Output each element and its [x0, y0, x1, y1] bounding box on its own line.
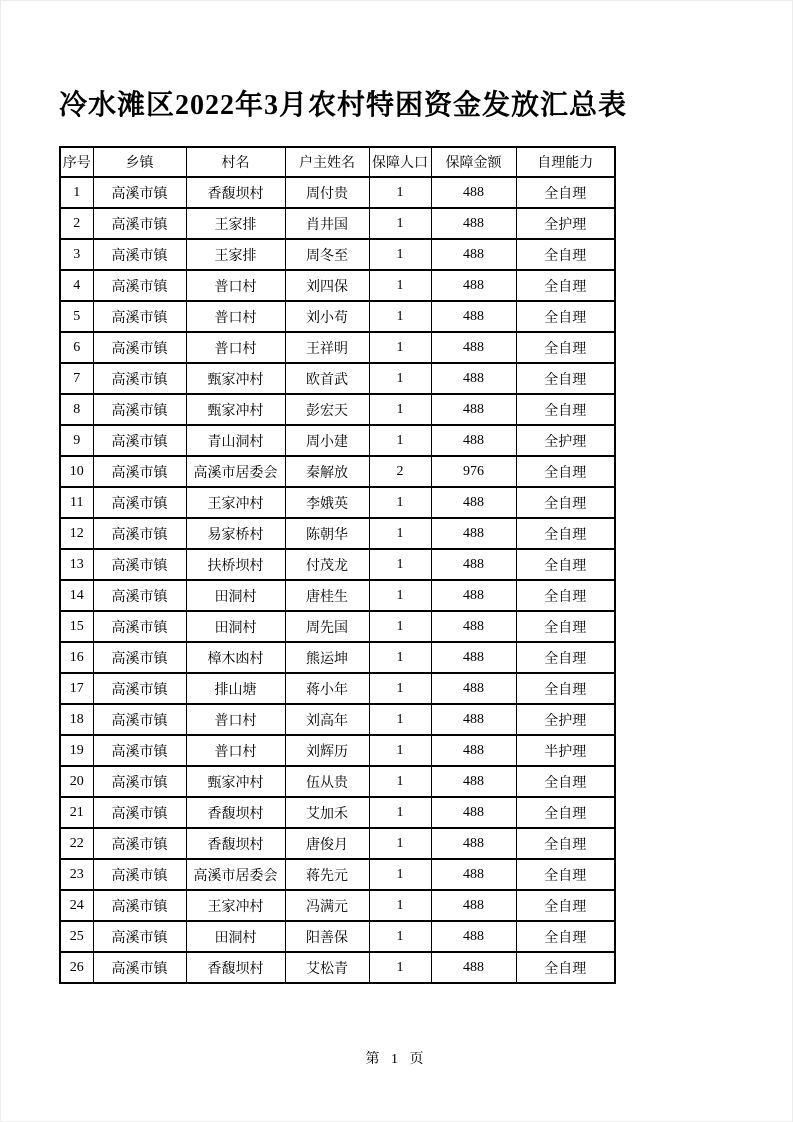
cell-covered-population: 1	[369, 301, 431, 332]
cell-subsidy-amount: 488	[431, 549, 516, 580]
cell-householder-name: 刘辉历	[285, 735, 369, 766]
cell-householder-name: 周小建	[285, 425, 369, 456]
cell-self-care-ability: 全自理	[516, 673, 615, 704]
cell-township: 高溪市镇	[93, 921, 186, 952]
cell-township: 高溪市镇	[93, 766, 186, 797]
cell-householder-name: 周冬至	[285, 239, 369, 270]
cell-subsidy-amount: 488	[431, 611, 516, 642]
cell-covered-population: 1	[369, 704, 431, 735]
cell-subsidy-amount: 976	[431, 456, 516, 487]
cell-covered-population: 1	[369, 487, 431, 518]
table-row	[60, 580, 615, 611]
cell-village-name: 排山塘	[186, 673, 285, 704]
cell-subsidy-amount: 488	[431, 890, 516, 921]
table-row	[60, 301, 615, 332]
header-self-care-ability: 自理能力	[516, 147, 615, 177]
cell-self-care-ability: 全自理	[516, 580, 615, 611]
cell-village-name: 香馥坝村	[186, 797, 285, 828]
cell-serial-number: 20	[60, 766, 93, 797]
cell-township: 高溪市镇	[93, 425, 186, 456]
cell-householder-name: 刘小苟	[285, 301, 369, 332]
table-row	[60, 766, 615, 797]
table-row	[60, 828, 615, 859]
cell-subsidy-amount: 488	[431, 518, 516, 549]
cell-covered-population: 1	[369, 363, 431, 394]
cell-township: 高溪市镇	[93, 859, 186, 890]
header-township: 乡镇	[93, 147, 186, 177]
table-row	[60, 394, 615, 425]
cell-covered-population: 1	[369, 766, 431, 797]
cell-covered-population: 1	[369, 642, 431, 673]
header-serial-number: 序号	[60, 147, 93, 177]
cell-covered-population: 1	[369, 425, 431, 456]
cell-self-care-ability: 全护理	[516, 704, 615, 735]
table-row	[60, 890, 615, 921]
cell-township: 高溪市镇	[93, 487, 186, 518]
cell-householder-name: 唐桂生	[285, 580, 369, 611]
cell-village-name: 甄家冲村	[186, 394, 285, 425]
cell-serial-number: 21	[60, 797, 93, 828]
cell-self-care-ability: 全自理	[516, 332, 615, 363]
cell-village-name: 王家排	[186, 239, 285, 270]
cell-householder-name: 刘四保	[285, 270, 369, 301]
cell-serial-number: 5	[60, 301, 93, 332]
cell-township: 高溪市镇	[93, 177, 186, 208]
cell-subsidy-amount: 488	[431, 766, 516, 797]
cell-village-name: 王家排	[186, 208, 285, 239]
cell-self-care-ability: 全自理	[516, 177, 615, 208]
cell-self-care-ability: 半护理	[516, 735, 615, 766]
cell-village-name: 田洞村	[186, 611, 285, 642]
table-row	[60, 456, 615, 487]
cell-village-name: 普口村	[186, 270, 285, 301]
table-row	[60, 363, 615, 394]
cell-covered-population: 1	[369, 239, 431, 270]
cell-township: 高溪市镇	[93, 797, 186, 828]
table-row	[60, 487, 615, 518]
cell-subsidy-amount: 488	[431, 642, 516, 673]
cell-serial-number: 24	[60, 890, 93, 921]
cell-village-name: 香馥坝村	[186, 952, 285, 983]
cell-covered-population: 1	[369, 797, 431, 828]
cell-village-name: 樟木凼村	[186, 642, 285, 673]
cell-township: 高溪市镇	[93, 363, 186, 394]
cell-serial-number: 19	[60, 735, 93, 766]
table-header	[60, 147, 615, 177]
header-row	[60, 147, 615, 177]
cell-householder-name: 肖井国	[285, 208, 369, 239]
table-row	[60, 673, 615, 704]
cell-township: 高溪市镇	[93, 549, 186, 580]
cell-village-name: 香馥坝村	[186, 177, 285, 208]
cell-township: 高溪市镇	[93, 239, 186, 270]
cell-subsidy-amount: 488	[431, 177, 516, 208]
cell-village-name: 普口村	[186, 332, 285, 363]
cell-householder-name: 伍从贵	[285, 766, 369, 797]
cell-self-care-ability: 全自理	[516, 549, 615, 580]
cell-covered-population: 1	[369, 549, 431, 580]
cell-serial-number: 10	[60, 456, 93, 487]
cell-serial-number: 9	[60, 425, 93, 456]
cell-householder-name: 艾松青	[285, 952, 369, 983]
cell-householder-name: 刘高年	[285, 704, 369, 735]
cell-self-care-ability: 全护理	[516, 425, 615, 456]
cell-serial-number: 13	[60, 549, 93, 580]
cell-serial-number: 2	[60, 208, 93, 239]
cell-township: 高溪市镇	[93, 394, 186, 425]
cell-covered-population: 1	[369, 921, 431, 952]
cell-covered-population: 1	[369, 890, 431, 921]
table-row	[60, 735, 615, 766]
page-number: 第 1 页	[365, 1052, 428, 1067]
cell-village-name: 高溪市居委会	[186, 456, 285, 487]
cell-householder-name: 蒋先元	[285, 859, 369, 890]
cell-householder-name: 王祥明	[285, 332, 369, 363]
cell-village-name: 甄家冲村	[186, 766, 285, 797]
cell-serial-number: 17	[60, 673, 93, 704]
table-row	[60, 797, 615, 828]
cell-subsidy-amount: 488	[431, 208, 516, 239]
cell-covered-population: 1	[369, 580, 431, 611]
cell-village-name: 王家冲村	[186, 890, 285, 921]
cell-subsidy-amount: 488	[431, 332, 516, 363]
table-row	[60, 425, 615, 456]
cell-subsidy-amount: 488	[431, 673, 516, 704]
cell-village-name: 普口村	[186, 704, 285, 735]
cell-self-care-ability: 全自理	[516, 487, 615, 518]
cell-serial-number: 4	[60, 270, 93, 301]
cell-township: 高溪市镇	[93, 518, 186, 549]
cell-householder-name: 冯满元	[285, 890, 369, 921]
table-row	[60, 332, 615, 363]
table-body	[60, 177, 615, 983]
table-row	[60, 177, 615, 208]
cell-township: 高溪市镇	[93, 332, 186, 363]
cell-self-care-ability: 全自理	[516, 611, 615, 642]
cell-subsidy-amount: 488	[431, 797, 516, 828]
cell-township: 高溪市镇	[93, 642, 186, 673]
cell-township: 高溪市镇	[93, 456, 186, 487]
cell-subsidy-amount: 488	[431, 239, 516, 270]
cell-village-name: 高溪市居委会	[186, 859, 285, 890]
cell-serial-number: 26	[60, 952, 93, 983]
cell-subsidy-amount: 488	[431, 921, 516, 952]
table-row	[60, 952, 615, 983]
table-row	[60, 270, 615, 301]
cell-subsidy-amount: 488	[431, 952, 516, 983]
cell-village-name: 香馥坝村	[186, 828, 285, 859]
cell-covered-population: 1	[369, 828, 431, 859]
cell-township: 高溪市镇	[93, 270, 186, 301]
cell-serial-number: 7	[60, 363, 93, 394]
cell-self-care-ability: 全自理	[516, 797, 615, 828]
cell-self-care-ability: 全自理	[516, 642, 615, 673]
cell-householder-name: 唐俊月	[285, 828, 369, 859]
cell-self-care-ability: 全自理	[516, 270, 615, 301]
cell-covered-population: 1	[369, 611, 431, 642]
cell-householder-name: 秦解放	[285, 456, 369, 487]
table-row	[60, 704, 615, 735]
cell-subsidy-amount: 488	[431, 859, 516, 890]
cell-township: 高溪市镇	[93, 735, 186, 766]
cell-subsidy-amount: 488	[431, 270, 516, 301]
cell-householder-name: 付茂龙	[285, 549, 369, 580]
table-row	[60, 208, 615, 239]
cell-subsidy-amount: 488	[431, 487, 516, 518]
cell-self-care-ability: 全护理	[516, 208, 615, 239]
cell-covered-population: 1	[369, 177, 431, 208]
cell-township: 高溪市镇	[93, 952, 186, 983]
cell-township: 高溪市镇	[93, 611, 186, 642]
cell-township: 高溪市镇	[93, 828, 186, 859]
cell-village-name: 甄家冲村	[186, 363, 285, 394]
table-row	[60, 859, 615, 890]
cell-covered-population: 1	[369, 952, 431, 983]
cell-householder-name: 蒋小年	[285, 673, 369, 704]
cell-self-care-ability: 全自理	[516, 518, 615, 549]
cell-village-name: 青山洞村	[186, 425, 285, 456]
table-row	[60, 518, 615, 549]
cell-self-care-ability: 全自理	[516, 890, 615, 921]
cell-township: 高溪市镇	[93, 580, 186, 611]
cell-householder-name: 周先国	[285, 611, 369, 642]
cell-township: 高溪市镇	[93, 704, 186, 735]
cell-village-name: 易家桥村	[186, 518, 285, 549]
cell-householder-name: 阳善保	[285, 921, 369, 952]
cell-covered-population: 1	[369, 673, 431, 704]
cell-village-name: 田洞村	[186, 580, 285, 611]
cell-subsidy-amount: 488	[431, 394, 516, 425]
cell-subsidy-amount: 488	[431, 704, 516, 735]
cell-township: 高溪市镇	[93, 208, 186, 239]
cell-covered-population: 1	[369, 859, 431, 890]
table-row	[60, 642, 615, 673]
cell-township: 高溪市镇	[93, 890, 186, 921]
cell-village-name: 普口村	[186, 735, 285, 766]
cell-serial-number: 25	[60, 921, 93, 952]
cell-self-care-ability: 全自理	[516, 456, 615, 487]
cell-self-care-ability: 全自理	[516, 301, 615, 332]
cell-serial-number: 22	[60, 828, 93, 859]
cell-self-care-ability: 全自理	[516, 394, 615, 425]
cell-village-name: 普口村	[186, 301, 285, 332]
header-covered-population: 保障人口	[369, 147, 431, 177]
cell-covered-population: 1	[369, 518, 431, 549]
cell-serial-number: 15	[60, 611, 93, 642]
cell-covered-population: 2	[369, 456, 431, 487]
cell-township: 高溪市镇	[93, 301, 186, 332]
cell-self-care-ability: 全自理	[516, 921, 615, 952]
summary-table	[59, 146, 616, 984]
cell-serial-number: 1	[60, 177, 93, 208]
cell-serial-number: 16	[60, 642, 93, 673]
cell-householder-name: 李娥英	[285, 487, 369, 518]
cell-self-care-ability: 全自理	[516, 952, 615, 983]
cell-self-care-ability: 全自理	[516, 239, 615, 270]
cell-serial-number: 18	[60, 704, 93, 735]
cell-subsidy-amount: 488	[431, 301, 516, 332]
cell-serial-number: 8	[60, 394, 93, 425]
cell-covered-population: 1	[369, 735, 431, 766]
page-title: 冷水滩区2022年3月农村特困资金发放汇总表	[59, 90, 628, 121]
cell-subsidy-amount: 488	[431, 828, 516, 859]
cell-householder-name: 熊运坤	[285, 642, 369, 673]
table-row	[60, 611, 615, 642]
cell-subsidy-amount: 488	[431, 580, 516, 611]
header-village-name: 村名	[186, 147, 285, 177]
cell-subsidy-amount: 488	[431, 425, 516, 456]
cell-covered-population: 1	[369, 332, 431, 363]
cell-village-name: 王家冲村	[186, 487, 285, 518]
cell-covered-population: 1	[369, 270, 431, 301]
header-subsidy-amount: 保障金额	[431, 147, 516, 177]
cell-householder-name: 欧首武	[285, 363, 369, 394]
cell-serial-number: 3	[60, 239, 93, 270]
cell-village-name: 扶桥坝村	[186, 549, 285, 580]
table-row	[60, 239, 615, 270]
cell-covered-population: 1	[369, 208, 431, 239]
cell-subsidy-amount: 488	[431, 735, 516, 766]
cell-self-care-ability: 全自理	[516, 859, 615, 890]
cell-subsidy-amount: 488	[431, 363, 516, 394]
header-householder-name: 户主姓名	[285, 147, 369, 177]
cell-householder-name: 艾加禾	[285, 797, 369, 828]
cell-serial-number: 11	[60, 487, 93, 518]
table-row	[60, 549, 615, 580]
cell-serial-number: 23	[60, 859, 93, 890]
cell-serial-number: 12	[60, 518, 93, 549]
cell-householder-name: 周付贵	[285, 177, 369, 208]
cell-village-name: 田洞村	[186, 921, 285, 952]
cell-self-care-ability: 全自理	[516, 766, 615, 797]
table-row	[60, 921, 615, 952]
cell-township: 高溪市镇	[93, 673, 186, 704]
cell-householder-name: 彭宏天	[285, 394, 369, 425]
cell-serial-number: 6	[60, 332, 93, 363]
cell-householder-name: 陈朝华	[285, 518, 369, 549]
cell-self-care-ability: 全自理	[516, 363, 615, 394]
cell-covered-population: 1	[369, 394, 431, 425]
cell-self-care-ability: 全自理	[516, 828, 615, 859]
cell-serial-number: 14	[60, 580, 93, 611]
